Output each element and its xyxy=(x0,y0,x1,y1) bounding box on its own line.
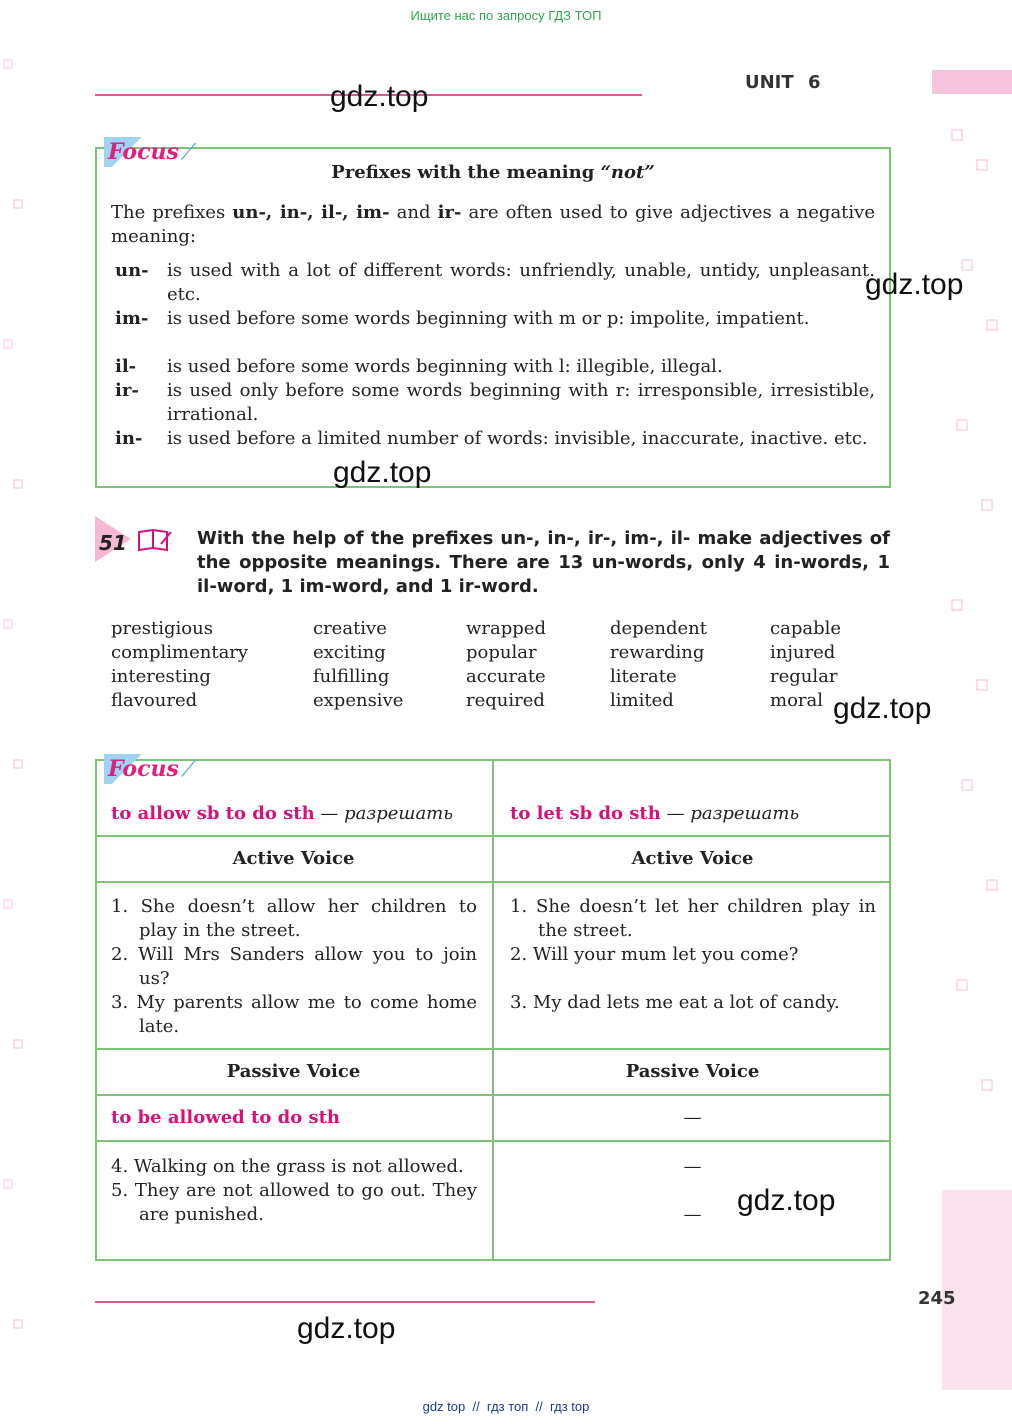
word-item: injured xyxy=(770,642,836,663)
right-active-examples xyxy=(510,895,876,1015)
word-item: dependent xyxy=(610,618,707,639)
prefix-text: is used before some words beginning with l: illegible, illegal. xyxy=(167,356,723,377)
focus1-intro xyxy=(111,201,875,249)
prefix-row xyxy=(115,259,875,307)
prefix-label: un- xyxy=(115,260,149,281)
prefix-label: il- xyxy=(115,356,137,377)
watermark: gdz.top xyxy=(330,80,429,113)
right-header xyxy=(510,802,880,826)
passive-voice-heading: Passive Voice xyxy=(625,1061,760,1082)
prefix-label: in- xyxy=(115,428,143,449)
passive-phrase-empty: — xyxy=(683,1107,702,1128)
word-item: rewarding xyxy=(610,642,705,663)
prefix-label: im- xyxy=(115,308,149,329)
word-item: expensive xyxy=(313,690,404,711)
dash: — xyxy=(666,803,685,824)
example-sentence: 1. She doesn’t allow her children to play in the street. xyxy=(111,896,477,941)
table-rule xyxy=(95,1048,891,1050)
footer-rule xyxy=(95,1301,595,1303)
sparkle-icon: ⟋ xyxy=(180,140,197,165)
active-voice-heading: Active Voice xyxy=(232,848,355,869)
example-sentence: 3. My parents allow me to come home late. xyxy=(111,992,477,1037)
watermark: gdz.top xyxy=(833,692,932,725)
prefix-label: ir- xyxy=(115,380,139,401)
table-rule xyxy=(95,1094,891,1096)
prefix-row xyxy=(115,355,875,379)
focus-logo xyxy=(104,754,200,784)
example-sentence: 3. My dad lets me eat a lot of candy. xyxy=(510,992,840,1013)
word-column xyxy=(313,617,403,713)
prefix-list xyxy=(115,259,875,475)
table-rule xyxy=(95,835,891,837)
word-item: creative xyxy=(313,618,387,639)
page-number: 245 xyxy=(918,1288,956,1309)
word-item: complimentary xyxy=(111,642,249,663)
dash: — xyxy=(320,803,339,824)
word-column xyxy=(466,617,546,713)
prefix-row xyxy=(115,427,875,475)
word-item: regular xyxy=(770,666,838,687)
word-item: prestigious xyxy=(111,618,213,639)
allow-phrase: to allow sb to do sth xyxy=(111,803,315,824)
left-header xyxy=(111,802,481,826)
let-phrase: to let sb do sth xyxy=(510,803,661,824)
active-voice-heading: Active Voice xyxy=(631,848,754,869)
focus-label: Focus xyxy=(108,756,179,782)
word-column xyxy=(111,617,248,713)
word-item: limited xyxy=(610,690,674,711)
focus1-title-prefix: Prefixes with the meaning xyxy=(331,162,601,183)
word-item: moral xyxy=(770,690,823,711)
example-sentence: 4. Walking on the grass is not allowed. xyxy=(111,1156,464,1177)
prefix-text: is used before some words beginning with m or p: impolite, impatient. xyxy=(167,308,810,329)
word-column xyxy=(770,617,841,713)
example-sentence: 2. Will your mum let you come? xyxy=(510,944,799,965)
translation: разрешать xyxy=(344,803,454,824)
word-item: fulfilling xyxy=(313,666,390,687)
watermark: gdz.top xyxy=(737,1184,836,1217)
intro-part: ir- xyxy=(437,202,462,223)
translation: разрешать xyxy=(690,803,800,824)
right-passive-dash: — xyxy=(683,1204,702,1225)
unit-label xyxy=(745,72,820,93)
footer-links: gdz top // гдз топ // гдз top xyxy=(422,1399,590,1414)
table-rule xyxy=(95,881,891,883)
example-sentence: 1. She doesn’t let her children play in the street. xyxy=(510,896,876,941)
passive-phrase: to be allowed to do sth xyxy=(111,1107,341,1128)
unit-number: 6 xyxy=(807,72,821,93)
word-item: interesting xyxy=(111,666,211,687)
word-item: capable xyxy=(770,618,841,639)
example-sentence: 5. They are not allowed to go out. They are punished. xyxy=(111,1180,477,1225)
intro-part: and xyxy=(389,202,438,223)
top-banner: Ищите нас по запросу ГДЗ ТОП xyxy=(410,8,602,23)
word-item: required xyxy=(466,690,545,711)
word-item: popular xyxy=(466,642,537,663)
word-item: literate xyxy=(610,666,677,687)
sparkle-icon: ⟋ xyxy=(180,757,197,782)
left-active-examples xyxy=(111,895,477,1039)
focus1-title xyxy=(95,161,891,185)
watermark: gdz.top xyxy=(333,456,432,489)
prefix-row xyxy=(115,379,875,427)
decorative-grid-left xyxy=(0,0,30,1424)
word-item: flavoured xyxy=(111,690,198,711)
right-passive-dash: — xyxy=(683,1156,702,1177)
book-pencil-icon xyxy=(137,528,173,552)
word-item: exciting xyxy=(313,642,386,663)
watermark: gdz.top xyxy=(865,268,964,301)
word-item: accurate xyxy=(466,666,546,687)
prefix-text: is used with a lot of different words: unfriendly, unable, untidy, unpleasant. etc. xyxy=(167,260,875,305)
exercise-instruction: With the help of the prefixes un-, in-, ir-, im-, il- make adjectives of the opposite meanings. There are 13 un-words, only 4 in-words, 1 il-word, 1 im-word, and 1 ir-word. xyxy=(197,528,890,597)
focus-label: Focus xyxy=(108,139,179,165)
prefix-row xyxy=(115,307,875,355)
word-item: wrapped xyxy=(466,618,546,639)
passive-voice-heading: Passive Voice xyxy=(226,1061,361,1082)
prefix-text: is used before a limited number of words: invisible, inaccurate, inactive. etc. xyxy=(167,428,868,449)
intro-part: un-, in-, il-, im- xyxy=(232,202,390,223)
exercise-number: 51 xyxy=(99,531,127,555)
prefix-text: is used only before some words beginning with r: irresponsible, irresistible, irrational. xyxy=(167,380,875,425)
table-rule xyxy=(95,1140,891,1142)
unit-word: UNIT xyxy=(745,72,794,93)
word-column xyxy=(610,617,707,713)
intro-part: The prefixes xyxy=(111,202,233,223)
watermark: gdz.top xyxy=(297,1312,396,1345)
left-passive-examples xyxy=(111,1155,477,1227)
decorative-grid xyxy=(932,0,1012,1424)
example-sentence: 2. Will Mrs Sanders allow you to join us? xyxy=(111,944,477,989)
focus1-title-emph: “not” xyxy=(600,162,655,183)
intro-part: are often used to give adjectives a negative meaning: xyxy=(111,202,875,247)
